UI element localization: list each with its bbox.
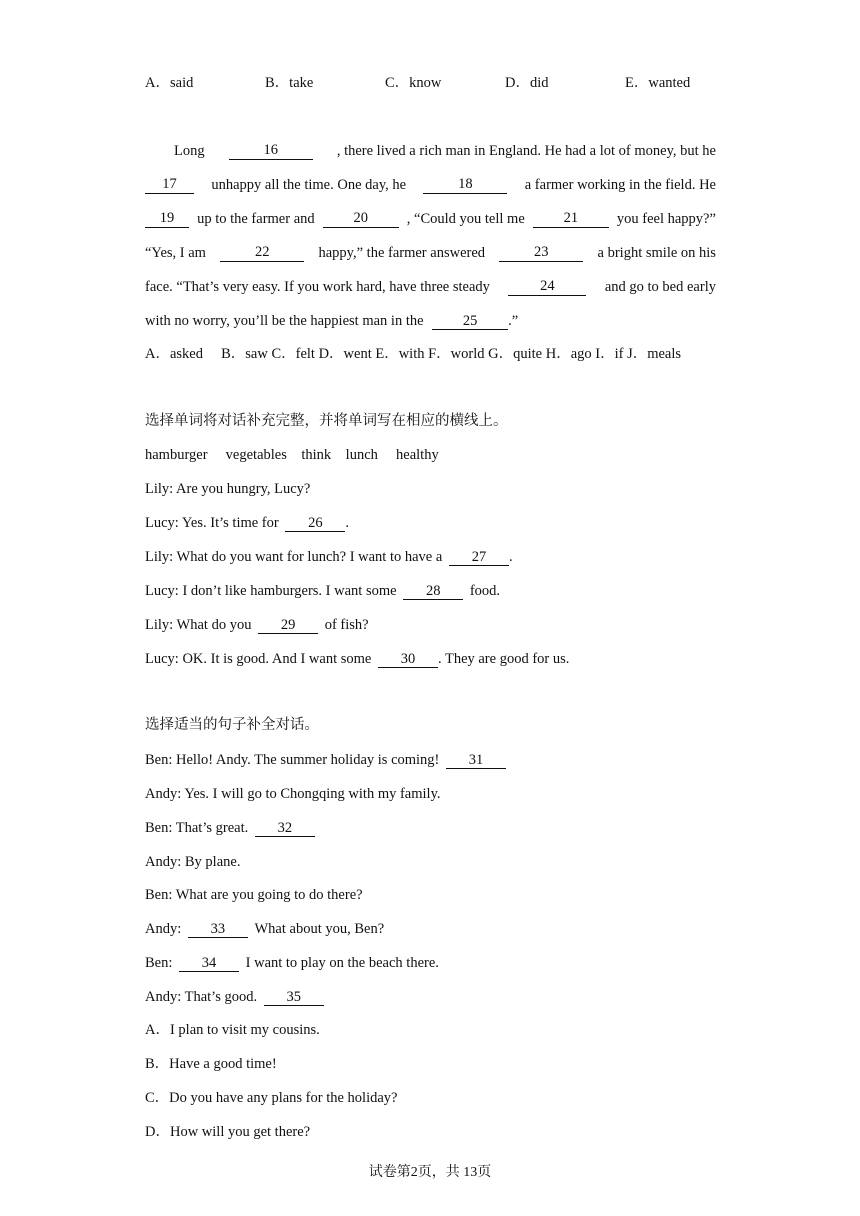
- dialog2-line-7: Ben: 34 I want to play on the beach there.: [145, 955, 439, 971]
- story-line-6: with no worry, you’ll be the happiest man in the 25 .”: [145, 313, 519, 329]
- blank-22[interactable]: 22: [220, 244, 304, 262]
- options-row-q11-15: [145, 74, 690, 92]
- blank-23[interactable]: 23: [499, 244, 583, 262]
- dialog2-line-4: Andy: By plane.: [145, 854, 241, 870]
- blank-25[interactable]: 25: [432, 313, 508, 330]
- option-b: B．take: [265, 75, 314, 91]
- blank-35[interactable]: 35: [264, 989, 324, 1006]
- blank-33[interactable]: 33: [188, 921, 248, 938]
- option-e: E．wanted: [625, 75, 691, 91]
- sentence-option-d: D．How will you get there?: [145, 1124, 311, 1140]
- story-line-5: face. “That’s very easy. If you work hard, have three steady 24 and go to bed early: [145, 278, 716, 295]
- story-line-4: “Yes, I am 22 happy,” the farmer answered 23 a bright smile on his: [145, 244, 716, 261]
- dialog2-line-5: Ben: What are you going to do there?: [145, 887, 363, 903]
- blank-21[interactable]: 21: [533, 210, 609, 228]
- option-d: D．did: [505, 75, 549, 91]
- story-line-3: 19 up to the farmer and 20 , “Could you tell me 21 you feel happy?”: [145, 210, 716, 228]
- blank-26[interactable]: 26: [285, 515, 345, 532]
- sentence-option-c: C．Do you have any plans for the holiday?: [145, 1090, 398, 1106]
- dialog1-line-1: Lily: Are you hungry, Lucy?: [145, 481, 311, 497]
- blank-27[interactable]: 27: [449, 549, 509, 566]
- sentence-option-a: A．I plan to visit my cousins.: [145, 1022, 320, 1038]
- blank-19[interactable]: 19: [145, 210, 189, 228]
- story-line-1: Long 16 , there lived a rich man in England. He had a lot of money, but he: [174, 142, 716, 159]
- dialog2-instruction: 选择适当的句子补全对话。: [145, 717, 319, 733]
- blank-29[interactable]: 29: [258, 617, 318, 634]
- dialog2-line-6: Andy: 33 What about you, Ben?: [145, 921, 385, 937]
- blank-24[interactable]: 24: [508, 278, 586, 296]
- option-a: A．said: [145, 75, 194, 91]
- dialog1-line-5: Lily: What do you 29 of fish?: [145, 617, 369, 633]
- dialog1-line-6: Lucy: OK. It is good. And I want some 30 . They are good for us.: [145, 651, 570, 667]
- dialog1-line-3: Lily: What do you want for lunch? I want to have a 27 .: [145, 549, 513, 565]
- blank-34[interactable]: 34: [179, 955, 239, 972]
- dialog1-line-2: Lucy: Yes. It’s time for 26 .: [145, 515, 349, 531]
- story-line-2: 17 unhappy all the time. One day, he 18 a farmer working in the field. He: [145, 176, 716, 194]
- dialog2-line-2: Andy: Yes. I will go to Chongqing with my family.: [145, 786, 441, 802]
- dialog2-line-8: Andy: That’s good. 35: [145, 988, 324, 1006]
- blank-31[interactable]: 31: [446, 752, 506, 769]
- blank-16[interactable]: 16: [229, 142, 313, 160]
- dialog2-line-3: Ben: That’s great. 32: [145, 819, 315, 837]
- dialog1-instruction: 选择单词将对话补充完整，并将单词写在相应的横线上。: [145, 413, 508, 429]
- option-c: C．know: [385, 75, 442, 91]
- blank-20[interactable]: 20: [323, 210, 399, 228]
- sentence-option-b: B．Have a good time!: [145, 1056, 277, 1072]
- dialog2-line-1: Ben: Hello! Andy. The summer holiday is coming! 31: [145, 751, 506, 769]
- word-bank: hamburger vegetables think lunch healthy: [145, 447, 439, 463]
- blank-17[interactable]: 17: [145, 176, 194, 194]
- blank-32[interactable]: 32: [255, 820, 315, 837]
- blank-18[interactable]: 18: [423, 176, 507, 194]
- dialog1-line-4: Lucy: I don’t like hamburgers. I want some 28 food.: [145, 583, 501, 599]
- blank-30[interactable]: 30: [378, 651, 438, 668]
- page-footer: 试卷第2页，共 13页: [368, 1165, 492, 1180]
- blank-28[interactable]: 28: [403, 583, 463, 600]
- story-options: A．asked B．saw C．felt D．went E．with F．world G．quite H．ago I．if J．meals: [145, 346, 682, 362]
